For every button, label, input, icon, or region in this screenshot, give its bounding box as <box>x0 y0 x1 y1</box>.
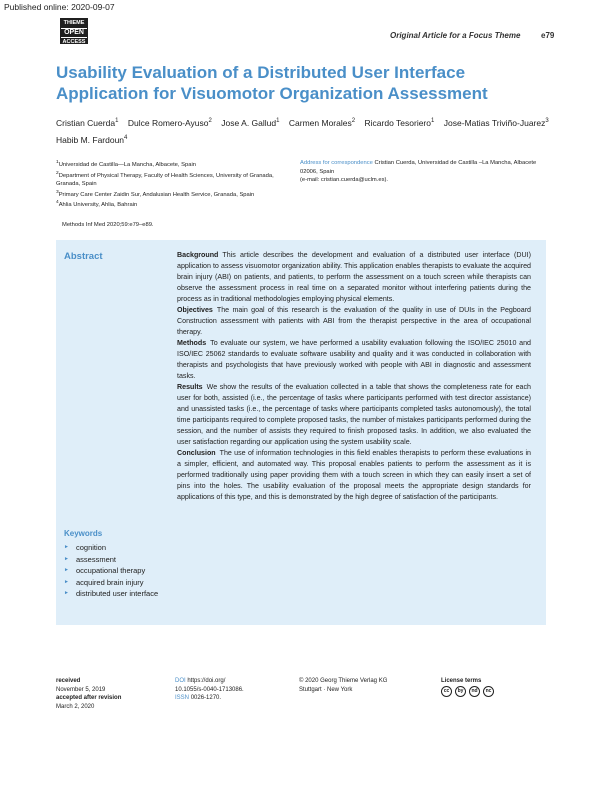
thieme-open-access-logo <box>60 18 88 44</box>
affiliation-item: $^3$Primary Care Center Zaidin Sur, Andalusian Health Service, Granada, Spain <box>56 189 255 198</box>
correspondence-text: Cristian Cuerda, Universidad de Castilla –La Mancha, Albacete 02006, Spain <box>300 160 537 175</box>
doi-value[interactable]: 10.1055/s-0040-1713086. <box>175 686 244 693</box>
logo-line3: ACCESS <box>62 38 86 45</box>
keyword-list <box>64 542 174 600</box>
received-date: November 5, 2019 <box>56 686 106 693</box>
abstract-section <box>177 382 531 448</box>
abstract-section <box>177 338 531 382</box>
dates-block <box>56 677 166 711</box>
issn-value: 0026-1270. <box>190 695 222 702</box>
abstract-section-heading: Methods <box>177 339 207 347</box>
abstract-section <box>177 448 531 503</box>
correspondence <box>300 159 550 185</box>
accepted-label: accepted after revision <box>56 695 122 702</box>
publisher-location: Stuttgart · New York <box>299 686 353 693</box>
affiliations <box>56 159 296 210</box>
abstract-section-text: The main goal of this research is the evaluation of the quality in use of DUIs in the Pegboard Construction assessment with patients with ABI from the therapist perspective in the area of occupational therapy. <box>177 306 531 336</box>
accepted-date: March 2, 2020 <box>56 703 95 710</box>
issn-label: ISSN <box>175 695 190 702</box>
doi-url[interactable]: https://doi.org/ <box>187 678 226 684</box>
doi-block <box>175 677 290 703</box>
nd-icon: nd <box>469 686 480 697</box>
abstract-section-text: To evaluate our system, we have performed a usability evaluation following the ISO/IEC 25010 and ISO/IEC 25062 standards to evaluate software usability and quality and it was conducted in collaboration with therapists and psychologists that have previously worked with people with ABI in diagnostic and assessment tasks. <box>177 339 531 380</box>
author: Jose-Matias Triviño-Juarez$^3$ <box>443 117 549 128</box>
author: Dulce Romero-Ayuso$^2$ <box>127 117 212 128</box>
abstract-section-heading: Conclusion <box>177 449 216 457</box>
affiliation-item: $^1$Universidad de Castilla—La Mancha, Albacete, Spain <box>56 160 196 168</box>
logo-line2: OPEN <box>61 28 87 38</box>
article-type: Original Article for a Focus Theme <box>390 31 521 40</box>
correspondence-email[interactable]: (e-mail: cristian.cuerda@uclm.es). <box>300 177 389 184</box>
logo-line1: THIEME <box>63 20 85 26</box>
author: Cristian Cuerda$^1$ <box>56 117 119 128</box>
abstract-section-text: The use of information technologies in this field enables therapists to perform these evaluations in a simpler, efficient, and automated way. This proposal enables patients to perform the assessment as it is performed traditionally using paper providing them with a touch screen in which they can easily insert a set of pins into the holes. The usability evaluation of the proposal meets the appropriate design standards for applications of this type, and this is demonstrated by the high degree of satisfaction of the participants. <box>177 449 531 501</box>
abstract-section <box>177 305 531 338</box>
keyword-item: ► assessment <box>64 554 174 566</box>
doi-label: DOI <box>175 678 186 684</box>
cc-icon: cc <box>441 686 452 697</box>
received-label: received <box>56 678 81 684</box>
copyright: © 2020 Georg Thieme Verlag KG <box>299 678 388 684</box>
affiliation-item: $^4$Ahlia University, Ahlia, Bahrain <box>56 200 138 209</box>
license-label: License terms <box>441 678 482 684</box>
abstract-section <box>177 250 531 305</box>
abstract-body <box>177 250 531 503</box>
author: Ricardo Tesoriero$^1$ <box>364 117 435 128</box>
license-icons[interactable] <box>441 686 494 697</box>
author-list <box>56 114 556 148</box>
correspondence-label: Address for correspondence <box>300 160 373 166</box>
published-online: Published online: 2020-09-07 <box>4 2 115 12</box>
abstract-section-heading: Background <box>177 251 219 259</box>
keywords-heading: Keywords <box>64 529 103 538</box>
abstract-section-text: We show the results of the evaluation collected in a table that shows the completeness rate for each user for both, assisted (i.e., the percentage of tasks where participants performed with test director assistance) and unassisted tasks (i.e., the percentage of tasks where participants completed tasks autonomously), the total time participants required to complete proposed tasks, the number of mistakes participants performed during the session, and the number of assists they required to finish proposed tasks. In addition, we also evaluated the user satisfaction regarding our application using the system usability scale. <box>177 383 531 446</box>
author: Jose A. Gallud$^1$ <box>221 117 280 128</box>
paper-title: Usability Evaluation of a Distributed User Interface Application for Visuomotor Organization Assessment <box>56 63 488 103</box>
affiliation-item: $^2$Department of Physical Therapy, Faculty of Health Sciences, University of Granada, Granada, Spain <box>56 170 274 188</box>
nc-icon: nc <box>483 686 494 697</box>
keyword-item: ► distributed user interface <box>64 588 174 600</box>
by-icon: by <box>455 686 466 697</box>
keyword-item: ► acquired brain injury <box>64 577 174 589</box>
citation: Methods Inf Med 2020;59:e79–e89. <box>62 222 154 228</box>
abstract-section-heading: Objectives <box>177 306 213 314</box>
author: Carmen Morales$^2$ <box>288 117 356 128</box>
page-number: e79 <box>541 31 555 40</box>
keyword-item: ► cognition <box>64 542 174 554</box>
abstract-section-heading: Results <box>177 383 203 391</box>
abstract-section-text: This article describes the development and evaluation of a distributed user interface (DUI) application to assess visuomotor organization ability. This application enables therapists to evaluate the acquired brain injury (ABI) on patients, and patients, to perform the assessment on a touch screen while therapists can observe the assessment process in real time on a separated monitor without interfering patients during the process as in traditional methodologies employing physical elements. <box>177 251 531 303</box>
copyright-block <box>299 677 429 694</box>
abstract-heading: Abstract <box>64 251 103 262</box>
author: Habib M. Fardoun$^4$ <box>56 134 128 145</box>
keyword-item: ► occupational therapy <box>64 565 174 577</box>
